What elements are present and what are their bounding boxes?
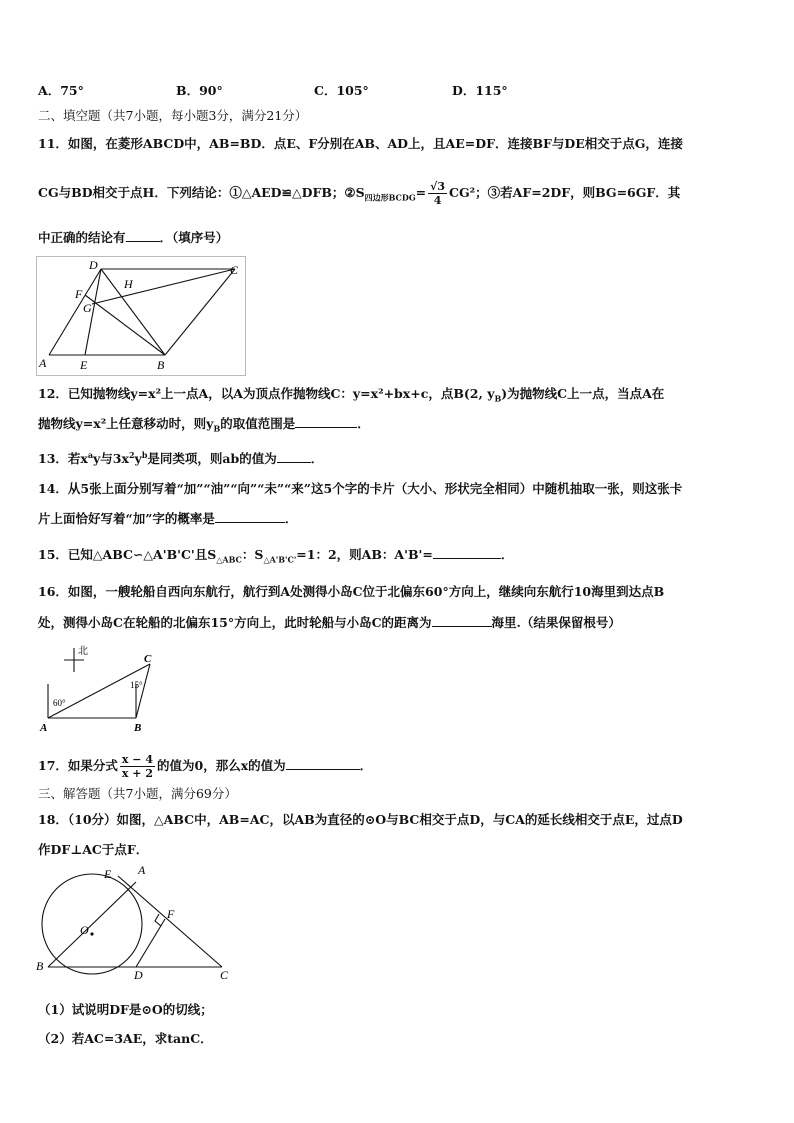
q11-answer-blank[interactable] — [126, 229, 160, 242]
q17-frac-den: x + 2 — [121, 767, 153, 780]
q12-line1 — [38, 385, 754, 408]
q16-figure — [36, 640, 166, 736]
q10-option-d: D．115° — [452, 83, 508, 98]
north-label: 北 — [78, 646, 88, 657]
center-point-o — [90, 932, 93, 935]
q15-text-d: ． — [500, 547, 514, 562]
segment-bf — [85, 295, 165, 355]
q16-line2-b: 海里.（结果保留根号） — [491, 615, 621, 630]
label-e: E — [80, 358, 88, 372]
segment-bd — [101, 269, 165, 355]
q11-frac-den: 4 — [433, 194, 442, 207]
q11-line2-a: CG与BD相交于点H．下列结论：①△AED≌△DFB；②S — [38, 185, 365, 200]
label-d: D — [89, 258, 98, 272]
label-h: H — [124, 277, 133, 291]
q10-option-c: C．105° — [314, 83, 369, 98]
segment-ec — [118, 876, 222, 967]
q16-line1: 16．如图，一艘轮船自西向东航行，航行到A处测得小岛C位于北偏东60°方向上，继续向东航行10海里到达点B — [38, 584, 665, 599]
q12-line1-a: 12．已知抛物线y=x²上一点A，以A为顶点作抛物线C：y=x²+bx+c，点B(2, y — [38, 386, 495, 401]
label-c: C — [220, 968, 229, 982]
q17-line — [38, 753, 754, 780]
label-c: C — [230, 263, 239, 277]
q18-sub2: （2）若AC=3AE，求tanC． — [38, 1031, 213, 1046]
q18-sub1: （1）试说明DF是⊙O的切线； — [38, 1002, 213, 1017]
q15-sub-a1b1c1: △A'B'C' — [263, 554, 297, 565]
q18-line1: 18．（10分）如图，△ABC中，AB=AC，以AB为直径的⊙O与BC相交于点D，与CA的延长线相交于点E，过点D — [38, 812, 683, 827]
q18-figure — [34, 866, 234, 982]
segment-bc — [136, 664, 150, 718]
label-a: A — [40, 722, 48, 734]
q15-answer-blank[interactable] — [433, 546, 501, 559]
q11-line3-a: 中正确的结论有 — [38, 230, 126, 245]
segment-bc — [165, 269, 235, 355]
q17-answer-blank[interactable] — [286, 757, 360, 770]
q13-text-b: y与3x — [93, 451, 129, 467]
q15-text-c: =1：2，则AB：A'B'= — [296, 547, 433, 562]
q12-line2-b: 的取值范围是 — [220, 416, 296, 431]
q13-text-d: 是同类项，则ab的值为 — [147, 451, 277, 467]
q16-line2-a: 处，测得小岛C在轮船的北偏东15°方向上，此时轮船与小岛C的距离为 — [38, 615, 432, 630]
q13-answer-blank[interactable] — [277, 450, 311, 463]
q11-line2-c: CG²；③若AF=2DF，则BG=6GF．其 — [449, 185, 681, 200]
q12-answer-blank[interactable] — [295, 415, 357, 428]
label-f: F — [167, 907, 175, 921]
section3-title: 三、解答题（共7小题，满分69分） — [38, 786, 237, 801]
q10-option-b: B．90° — [176, 83, 223, 98]
q11-line2 — [38, 180, 754, 207]
q10-option-a: A．75° — [38, 83, 84, 98]
q11-line3 — [38, 229, 754, 247]
q12-line2-sub: B — [213, 423, 221, 434]
label-c: C — [144, 653, 152, 665]
right-angle-mark — [155, 914, 161, 926]
label-b: B — [134, 722, 142, 734]
circle-diagram — [34, 866, 234, 982]
segment-ac — [48, 664, 150, 718]
q17-fraction — [120, 753, 155, 780]
label-d: D — [134, 968, 143, 982]
angle-15-label: 15° — [130, 680, 143, 690]
q12-line2-c: ． — [357, 416, 370, 431]
q18-line2: 作DF⊥AC于点F． — [38, 842, 149, 857]
q12-line2-a: 抛物线y=x²上任意移动时，则y — [38, 416, 214, 431]
q11-fraction — [428, 180, 447, 207]
q15-line — [38, 546, 754, 569]
q12-line1-sub: B — [494, 393, 502, 404]
label-b: B — [36, 959, 44, 973]
navigation-diagram — [36, 640, 166, 736]
q11-line3-b: ．（填序号） — [159, 230, 229, 245]
q13-sup-2: 2 — [128, 450, 135, 460]
label-a: A — [39, 356, 47, 370]
q13-text-e: ． — [310, 451, 324, 467]
q13-sup-b: b — [141, 450, 148, 460]
q12-line2 — [38, 415, 754, 438]
q17-text-a: 17．如果分式 — [38, 758, 118, 773]
q14-line2-b: ． — [284, 511, 298, 526]
q14-answer-blank[interactable] — [215, 510, 285, 523]
q14-line2-a: 片上面恰好写着“加”字的概率是 — [38, 511, 215, 526]
q17-frac-num: x − 4 — [121, 753, 153, 766]
label-f: F — [75, 287, 83, 301]
angle-60-label: 60° — [53, 698, 66, 708]
q11-line1: 11．如图，在菱形ABCD中，AB=BD．点E、F分别在AB、AD上，且AE=DF．连接BF与DE相交于点G，连接 — [38, 136, 683, 151]
q13-text-c: y — [134, 451, 142, 467]
q17-text-c: ． — [359, 758, 373, 773]
q15-text-b: ：S — [241, 547, 264, 562]
q14-line1: 14．从5张上面分别写着“加”“油”“向”“未”“来”这5个字的卡片（大小、形状完全相同）中随机抽取一张，则这张卡 — [38, 481, 683, 496]
q15-text-a: 15．已知△ABC∽△A'B'C'且S — [38, 547, 217, 562]
label-e: E — [104, 867, 112, 881]
q16-line2 — [38, 614, 754, 632]
q11-frac-num: √3 — [430, 180, 446, 193]
q13-text-a: 13．若x — [38, 451, 88, 467]
q11-figure — [36, 256, 246, 376]
label-a: A — [138, 866, 146, 877]
rhombus-diagram — [37, 257, 245, 375]
segment-ab-diameter — [48, 882, 136, 967]
label-g: G — [83, 301, 92, 315]
q14-line2 — [38, 510, 754, 528]
q17-text-b: 的值为0，那么x的值为 — [157, 758, 286, 773]
q15-sub-abc: △ABC — [216, 554, 242, 565]
q11-line2-sub: 四边形BCDG — [364, 192, 416, 203]
q16-answer-blank[interactable] — [432, 614, 492, 627]
q13-sup-a: a — [87, 450, 94, 460]
label-b: B — [157, 358, 165, 372]
label-o: O — [80, 923, 89, 937]
q12-line1-b: )为抛物线C上一点，当点A在 — [501, 386, 665, 401]
q11-line2-b: = — [415, 185, 427, 200]
q13-line — [38, 446, 754, 468]
section2-title: 二、填空题（共7小题，每小题3分，满分21分） — [38, 108, 308, 123]
